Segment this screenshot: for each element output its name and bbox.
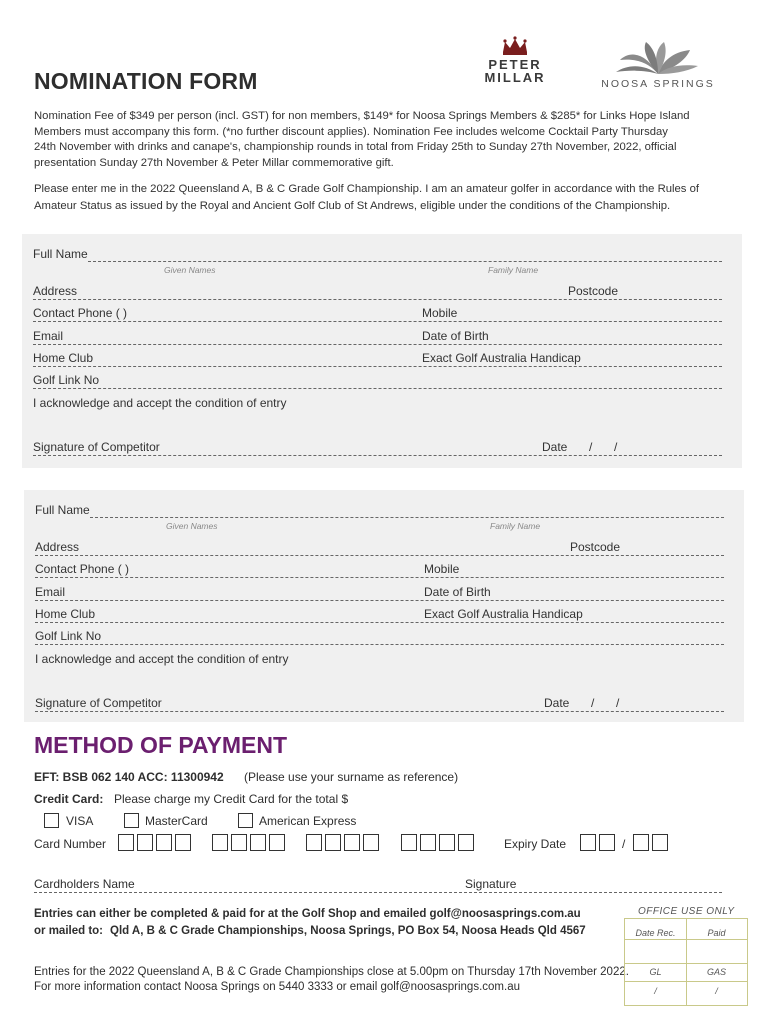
card-digit-box[interactable] — [401, 834, 417, 851]
entry-line: Please enter me in the 2022 Queensland A, B & C Grade Golf Championship. I am an amateur golfer in accordance with the Rules of — [34, 183, 700, 195]
fee-line: Nomination Fee of $349 per person (incl. GST) for non members, $149* for Noosa Springs Members & $285* for Links Hope Island — [34, 110, 690, 122]
noosa-springs-logo — [598, 42, 718, 94]
date-separator: / — [591, 696, 595, 710]
card-digit-box[interactable] — [137, 834, 153, 851]
card-digit-box[interactable] — [344, 834, 360, 851]
mobile-label: Mobile — [424, 562, 460, 576]
amex-label: American Express — [259, 814, 357, 828]
gas-label: GAS — [706, 967, 726, 977]
golf-link-field[interactable] — [35, 644, 724, 645]
golf-link-label: Golf Link No — [35, 629, 102, 643]
visa-checkbox[interactable] — [44, 813, 59, 828]
postcode-label: Postcode — [570, 540, 621, 554]
paid-label: Paid — [707, 928, 726, 938]
payment-title: METHOD OF PAYMENT — [34, 732, 288, 758]
phone-field[interactable] — [35, 577, 724, 578]
given-names-label: Given Names — [166, 521, 218, 531]
expiry-year-box[interactable] — [652, 834, 668, 851]
eft-note: (Please use your surname as reference) — [244, 770, 459, 784]
card-digit-box[interactable] — [212, 834, 228, 851]
office-use-title: OFFICE USE ONLY — [638, 906, 735, 917]
acknowledge-label: I acknowledge and accept the condition of entry — [33, 396, 287, 410]
postcode-label: Postcode — [568, 284, 619, 298]
card-digit-box[interactable] — [231, 834, 247, 851]
logo-ns-text: NOOSA SPRINGS — [601, 78, 715, 90]
fee-paragraph — [34, 109, 734, 171]
expiry-month-box[interactable] — [599, 834, 615, 851]
visa-label: VISA — [66, 814, 94, 828]
card-digit-box[interactable] — [118, 834, 134, 851]
address-label: Address — [35, 540, 80, 554]
expiry-month-box[interactable] — [580, 834, 596, 851]
entries-line2-label: or mailed to: — [34, 925, 104, 937]
peter-millar-logo — [470, 36, 560, 92]
office-separator: / — [715, 986, 718, 996]
date-separator: / — [616, 696, 620, 710]
competitor-form-1 — [22, 234, 742, 468]
date-label: Date — [544, 696, 570, 710]
acknowledge-label: I acknowledge and accept the condition of entry — [35, 652, 289, 666]
signature-field[interactable] — [35, 711, 724, 712]
fee-line: Members must accompany this form. (*no further discount applies). Nomination Fee includes welcome Cocktail Party Thursday — [34, 125, 668, 138]
credit-card-label: Credit Card: — [34, 792, 104, 806]
date-rec-label: Date Rec. — [635, 928, 676, 938]
cardholders-name-label: Cardholders Name — [34, 877, 135, 891]
cardholder-field[interactable] — [34, 892, 722, 893]
competitor-form-2 — [24, 490, 744, 722]
card-digit-box[interactable] — [269, 834, 285, 851]
card-digit-box[interactable] — [156, 834, 172, 851]
info-line: For more information contact Noosa Springs on 5440 3333 or email golf@noosasprings.com.au — [34, 981, 520, 993]
phone-field[interactable] — [33, 321, 722, 322]
amex-checkbox[interactable] — [238, 813, 253, 828]
home-club-label: Home Club — [33, 351, 94, 365]
family-name-label: Family Name — [488, 265, 539, 275]
contact-phone-label: Contact Phone ( ) — [35, 562, 130, 576]
card-digit-box[interactable] — [420, 834, 436, 851]
home-club-label: Home Club — [35, 607, 96, 621]
credit-card-text: Please charge my Credit Card for the total $ — [114, 792, 349, 806]
signature-label: Signature of Competitor — [33, 440, 160, 454]
fan-emblem-icon — [598, 42, 718, 76]
payment-signature-label: Signature — [465, 877, 517, 891]
expiry-year-box[interactable] — [633, 834, 649, 851]
family-name-label: Family Name — [490, 521, 541, 531]
date-separator: / — [614, 440, 618, 454]
handicap-label: Exact Golf Australia Handicap — [422, 351, 581, 365]
card-digit-box[interactable] — [306, 834, 322, 851]
dob-label: Date of Birth — [422, 329, 489, 343]
date-label: Date — [542, 440, 568, 454]
close-line: Entries for the 2022 Queensland A, B & C Grade Championships close at 5.00pm on Thursday 17th November 2022. — [34, 966, 629, 978]
logo-pm-line1: PETER — [488, 57, 542, 72]
mastercard-checkbox[interactable] — [124, 813, 139, 828]
expiry-separator: / — [622, 837, 626, 851]
date-separator: / — [589, 440, 593, 454]
office-use-box — [624, 918, 748, 1006]
entries-line1: Entries can either be completed & paid for at the Golf Shop and emailed golf@noosasprings.com.au — [34, 908, 581, 920]
entries-line2-text: Qld A, B & C Grade Championships, Noosa Springs, PO Box 54, Noosa Heads Qld 4567 — [110, 925, 586, 937]
contact-phone-label: Contact Phone ( ) — [33, 306, 128, 320]
address-label: Address — [33, 284, 78, 298]
dob-label: Date of Birth — [424, 585, 491, 599]
home-club-field[interactable] — [35, 622, 724, 623]
full-name-field[interactable] — [88, 261, 722, 262]
mastercard-label: MasterCard — [145, 814, 208, 828]
golf-link-label: Golf Link No — [33, 373, 100, 387]
card-digit-box[interactable] — [250, 834, 266, 851]
address-field[interactable] — [35, 555, 724, 556]
full-name-label: Full Name — [33, 247, 88, 261]
email-field[interactable] — [35, 600, 724, 601]
given-names-label: Given Names — [164, 265, 216, 275]
golf-link-field[interactable] — [33, 388, 722, 389]
card-digit-box[interactable] — [439, 834, 455, 851]
email-label: Email — [33, 329, 64, 343]
full-name-field[interactable] — [90, 517, 724, 518]
card-number-label: Card Number — [34, 837, 107, 851]
full-name-label: Full Name — [35, 503, 90, 517]
card-digit-box[interactable] — [175, 834, 191, 851]
signature-label: Signature of Competitor — [35, 696, 162, 710]
email-label: Email — [35, 585, 66, 599]
page-title: NOMINATION FORM — [34, 68, 258, 94]
address-field[interactable] — [33, 299, 722, 300]
expiry-date-label: Expiry Date — [504, 837, 567, 851]
logo-pm-line2: MILLAR — [484, 70, 546, 85]
email-field[interactable] — [33, 344, 722, 345]
office-separator: / — [654, 986, 657, 996]
card-digit-box[interactable] — [325, 834, 341, 851]
card-digit-box[interactable] — [363, 834, 379, 851]
handicap-label: Exact Golf Australia Handicap — [424, 607, 583, 621]
entry-line: Amateur Status as issued by the Royal and Ancient Golf Club of St Andrews, eligible under the conditions of the Championship. — [34, 200, 671, 212]
card-digit-box[interactable] — [458, 834, 474, 851]
gl-label: GL — [649, 967, 662, 977]
home-club-field[interactable] — [33, 366, 722, 367]
mobile-label: Mobile — [422, 306, 458, 320]
fee-line: 24th November with drinks and canape's, championship rounds in total from Friday 25th to Sunday 27th November, 2022, official — [34, 141, 677, 153]
entry-paragraph — [34, 181, 734, 215]
signature-field[interactable] — [33, 455, 722, 456]
fee-line: presentation Sunday 27th November & Peter Millar commemorative gift. — [34, 156, 394, 169]
eft-details: EFT: BSB 062 140 ACC: 11300942 — [34, 770, 224, 784]
